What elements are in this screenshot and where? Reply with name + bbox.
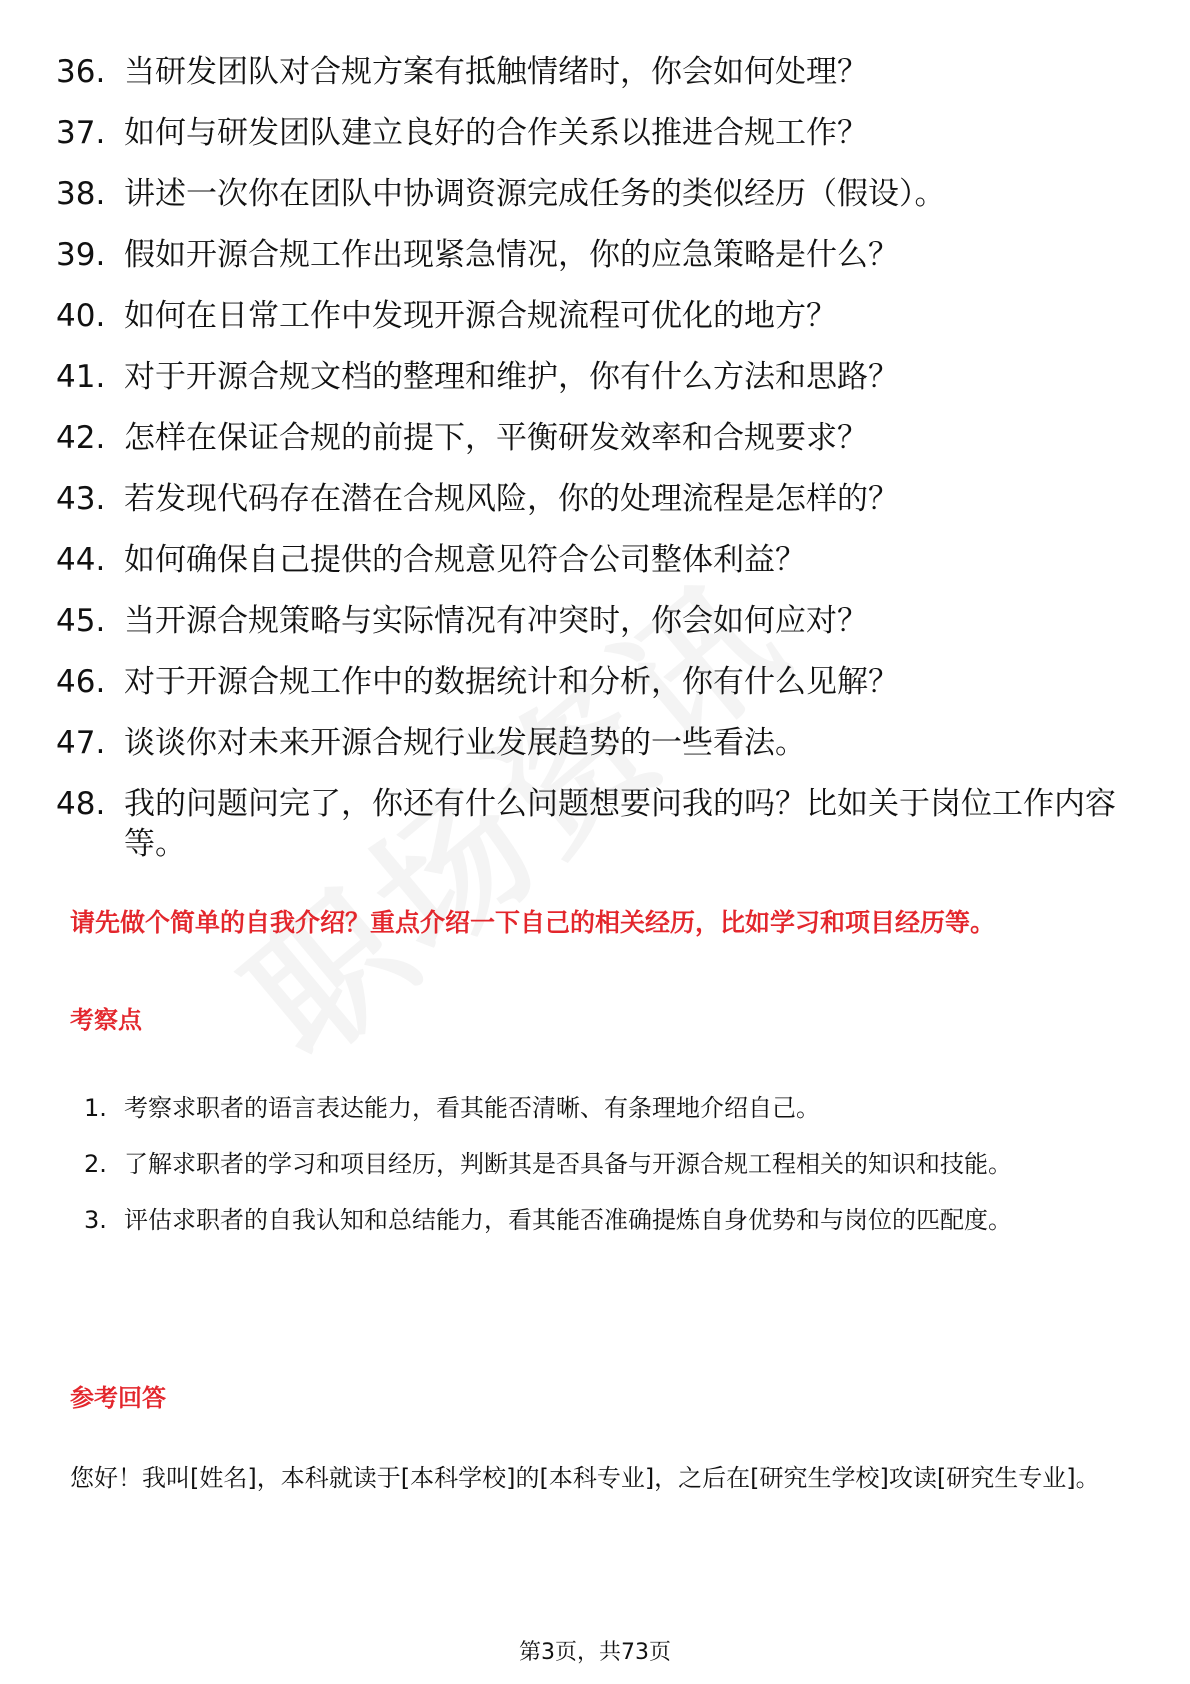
point-text: 了解求职者的学习和项目经历，判断其是否具备与开源合规工程相关的知识和技能。: [124, 1150, 1012, 1178]
question-item: [56, 601, 1116, 641]
question-number: 45.: [56, 603, 106, 639]
question-text: 如何在日常工作中发现开源合规流程可优化的地方？: [124, 298, 837, 334]
question-item: [56, 52, 1116, 92]
question-item: [56, 296, 1116, 336]
reference-heading: 参考回答: [70, 1384, 166, 1412]
question-number: 42.: [56, 420, 106, 456]
question-text: 怎样在保证合规的前提下，平衡研发效率和合规要求？: [124, 420, 868, 456]
question-text: 假如开源合规工作出现紧急情况，你的应急策略是什么？: [124, 237, 899, 273]
question-item: [56, 113, 1116, 153]
question-number: 43.: [56, 481, 106, 517]
question-number: 39.: [56, 237, 106, 273]
question-item: [56, 662, 1116, 702]
question-item: [56, 479, 1116, 519]
point-text: 评估求职者的自我认知和总结能力，看其能否准确提炼自身优势和与岗位的匹配度。: [124, 1206, 1012, 1234]
page-footer: 第3页，共73页: [519, 1640, 671, 1665]
question-number: 38.: [56, 176, 106, 212]
assessment-points: [84, 1080, 1114, 1248]
question-item: [56, 540, 1116, 580]
question-item: [56, 235, 1116, 275]
question-item: [56, 174, 1116, 214]
question-text: 谈谈你对未来开源合规行业发展趋势的一些看法。: [124, 725, 806, 761]
question-text: 对于开源合规文档的整理和维护，你有什么方法和思路？: [124, 359, 899, 395]
question-number: 44.: [56, 542, 106, 578]
reference-answer: 您好！我叫[姓名]，本科就读于[本科学校]的[本科专业]，之后在[研究生学校]攻读[研究生专业]。: [70, 1464, 1100, 1492]
assessment-heading: 考察点: [70, 1006, 142, 1034]
point-number: 3.: [84, 1206, 107, 1234]
question-text: 如何确保自己提供的合规意见符合公司整体利益？: [124, 542, 806, 578]
featured-question: 请先做个简单的自我介绍？重点介绍一下自己的相关经历，比如学习和项目经历等。: [70, 908, 996, 937]
question-list: [56, 52, 1116, 885]
question-number: 36.: [56, 54, 106, 90]
question-number: 46.: [56, 664, 106, 700]
question-text: 如何与研发团队建立良好的合作关系以推进合规工作？: [124, 115, 868, 151]
question-item: [56, 723, 1116, 763]
assessment-point: [84, 1080, 1114, 1136]
question-number: 41.: [56, 359, 106, 395]
question-item: [56, 418, 1116, 458]
question-text: 若发现代码存在潜在合规风险，你的处理流程是怎样的？: [124, 481, 899, 517]
question-text: 对于开源合规工作中的数据统计和分析，你有什么见解？: [124, 664, 899, 700]
question-number: 47.: [56, 725, 106, 761]
question-text: 我的问题问完了，你还有什么问题想要问我的吗？比如关于岗位工作内容等。: [124, 786, 1116, 862]
assessment-point: [84, 1192, 1114, 1248]
question-item: [56, 357, 1116, 397]
point-number: 2.: [84, 1150, 107, 1178]
question-text: 讲述一次你在团队中协调资源完成任务的类似经历（假设）。: [124, 176, 946, 212]
point-number: 1.: [84, 1094, 107, 1122]
question-number: 40.: [56, 298, 106, 334]
question-number: 37.: [56, 115, 106, 151]
question-item: [56, 784, 1116, 864]
point-text: 考察求职者的语言表达能力，看其能否清晰、有条理地介绍自己。: [124, 1094, 820, 1122]
question-number: 48.: [56, 786, 106, 822]
question-text: 当开源合规策略与实际情况有冲突时，你会如何应对？: [124, 603, 868, 639]
question-text: 当研发团队对合规方案有抵触情绪时，你会如何处理？: [124, 54, 868, 90]
assessment-point: [84, 1136, 1114, 1192]
